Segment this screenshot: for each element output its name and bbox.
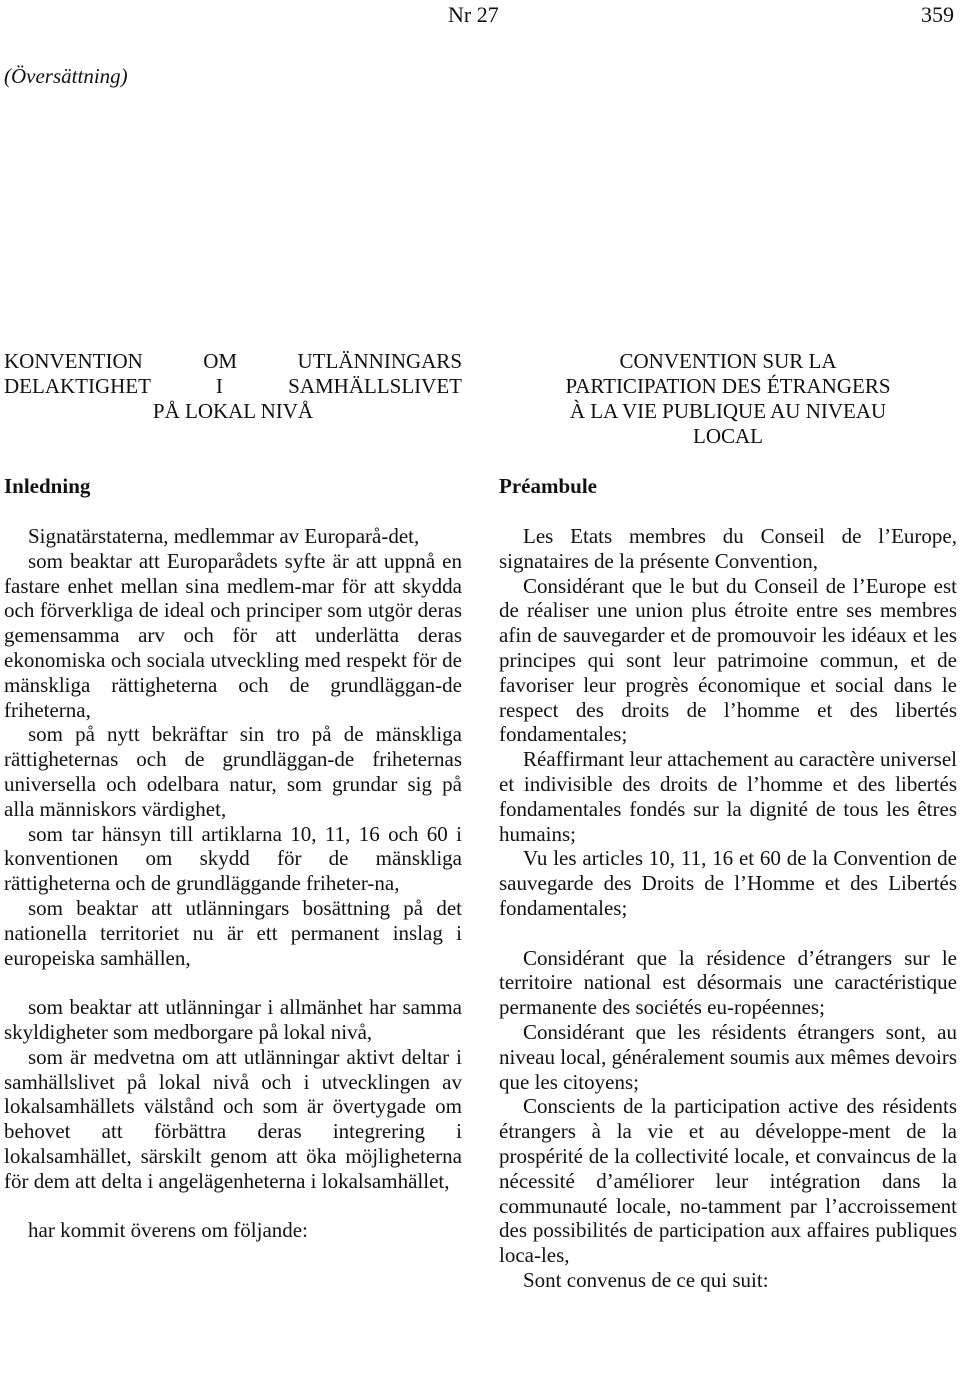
swedish-title-line: DELAKTIGHET I SAMHÄLLSLIVET (4, 374, 462, 398)
french-title-line: CONVENTION SUR LA (619, 349, 837, 373)
french-title-line: À LA VIE PUBLIQUE AU NIVEAU (569, 399, 887, 423)
french-paragraph: Les Etats membres du Conseil de l’Europe, signataires de la présente Convention, (499, 524, 957, 573)
swedish-title (4, 349, 462, 424)
page-number: 359 (921, 2, 954, 27)
swedish-paragraph: Signatärstaterna, medlemmar av Europarå-det, (28, 524, 420, 548)
french-title-line: LOCAL (693, 424, 763, 448)
swedish-paragraph: som beaktar att Europarådets syfte är att uppnå en fastare enhet mellan sina medlem-mar för att skydda och förverkliga de ideal och principer som utgör deras gemensamma arv och för att underlätta deras ekonomiska och sociala utveckling med respekt för de mänskliga rättigheterna och de grundläggan-de friheterna, (4, 548, 462, 722)
french-paragraph: Considérant que le but du Conseil de l’Europe est de réaliser une union plus étroite entre ses membres afin de sauvegarder et de promouvoir les idéaux et les principes qui sont leur patrimoine commun, et de favoriser leur progrès économique et social dans le respect des droits de l’homme et des libertés fondamentales; (499, 573, 957, 747)
swedish-paragraph: som beaktar att utlänningars bosättning på det nationella territoriet nu är ett permanent inslag i europeiska samhällen, (4, 895, 462, 970)
swedish-paragraph: som på nytt bekräftar sin tro på de mänskliga rättigheternas och de grundläggan-de friheternas universella och odelbara natur, som grundar sig på alla människors värdighet, (4, 722, 462, 821)
page-number-label: Nr 27 (448, 2, 499, 27)
swedish-heading: Inledning (4, 474, 91, 498)
swedish-title-line: KONVENTION OM UTLÄNNINGARS (4, 349, 462, 373)
translation-note: (Översättning) (4, 64, 128, 88)
french-paragraph: Vu les articles 10, 11, 16 et 60 de la Convention de sauvegarde des Droits de l’Homme et des Libertés fondamentales; (499, 846, 957, 920)
french-body (499, 524, 957, 1293)
french-heading: Préambule (499, 474, 597, 498)
french-paragraph: Considérant que les résidents étrangers sont, au niveau local, généralement soumis aux mêmes devoirs que les citoyens; (499, 1019, 957, 1094)
french-paragraph: Considérant que la résidence d’étrangers sur le territoire national est désormais une caractéristique permanente des sociétés eu-ropéennes; (499, 945, 957, 1020)
french-paragraph: Réaffirmant leur attachement au caractère universel et indivisible des droits de l’homme et des libertés fondamentales fondés sur la dignité de tous les êtres humains; (499, 747, 957, 846)
swedish-title-line: PÅ LOKAL NIVÅ (152, 399, 314, 423)
french-paragraph: Sont convenus de ce qui suit: (523, 1267, 769, 1292)
swedish-paragraph: som beaktar att utlänningar i allmänhet har samma skyldigheter som medborgare på lokal nivå, (4, 995, 462, 1044)
french-title-line: PARTICIPATION DES ÉTRANGERS (565, 374, 891, 398)
swedish-body (4, 524, 462, 1243)
swedish-paragraph: har kommit överens om följande: (28, 1218, 308, 1243)
swedish-paragraph: som tar hänsyn till artiklarna 10, 11, 16 och 60 i konventionen om skydd för de mänskliga rättigheterna och de grundläggande friheter-na, (4, 821, 462, 896)
french-title (499, 349, 957, 449)
swedish-paragraph: som är medvetna om att utlänningar aktivt deltar i samhällslivet på lokal nivå och i utvecklingen av lokalsamhällets välstånd och som är övertygade om behovet att förbättra deras integrering i lokalsamhället, särskilt genom att öka möjligheterna för dem att delta i angelägenheterna i lokalsamhället, (4, 1044, 462, 1193)
french-paragraph: Conscients de la participation active des résidents étrangers à la vie et au développe-ment de la prospérité de la collectivité locale, et convaincus de la nécessité d’améliorer leur intégration dans la communauté locale, no-tamment par l’accroissement des possibilités de participation aux affaires publiques loca-les, (499, 1094, 957, 1268)
